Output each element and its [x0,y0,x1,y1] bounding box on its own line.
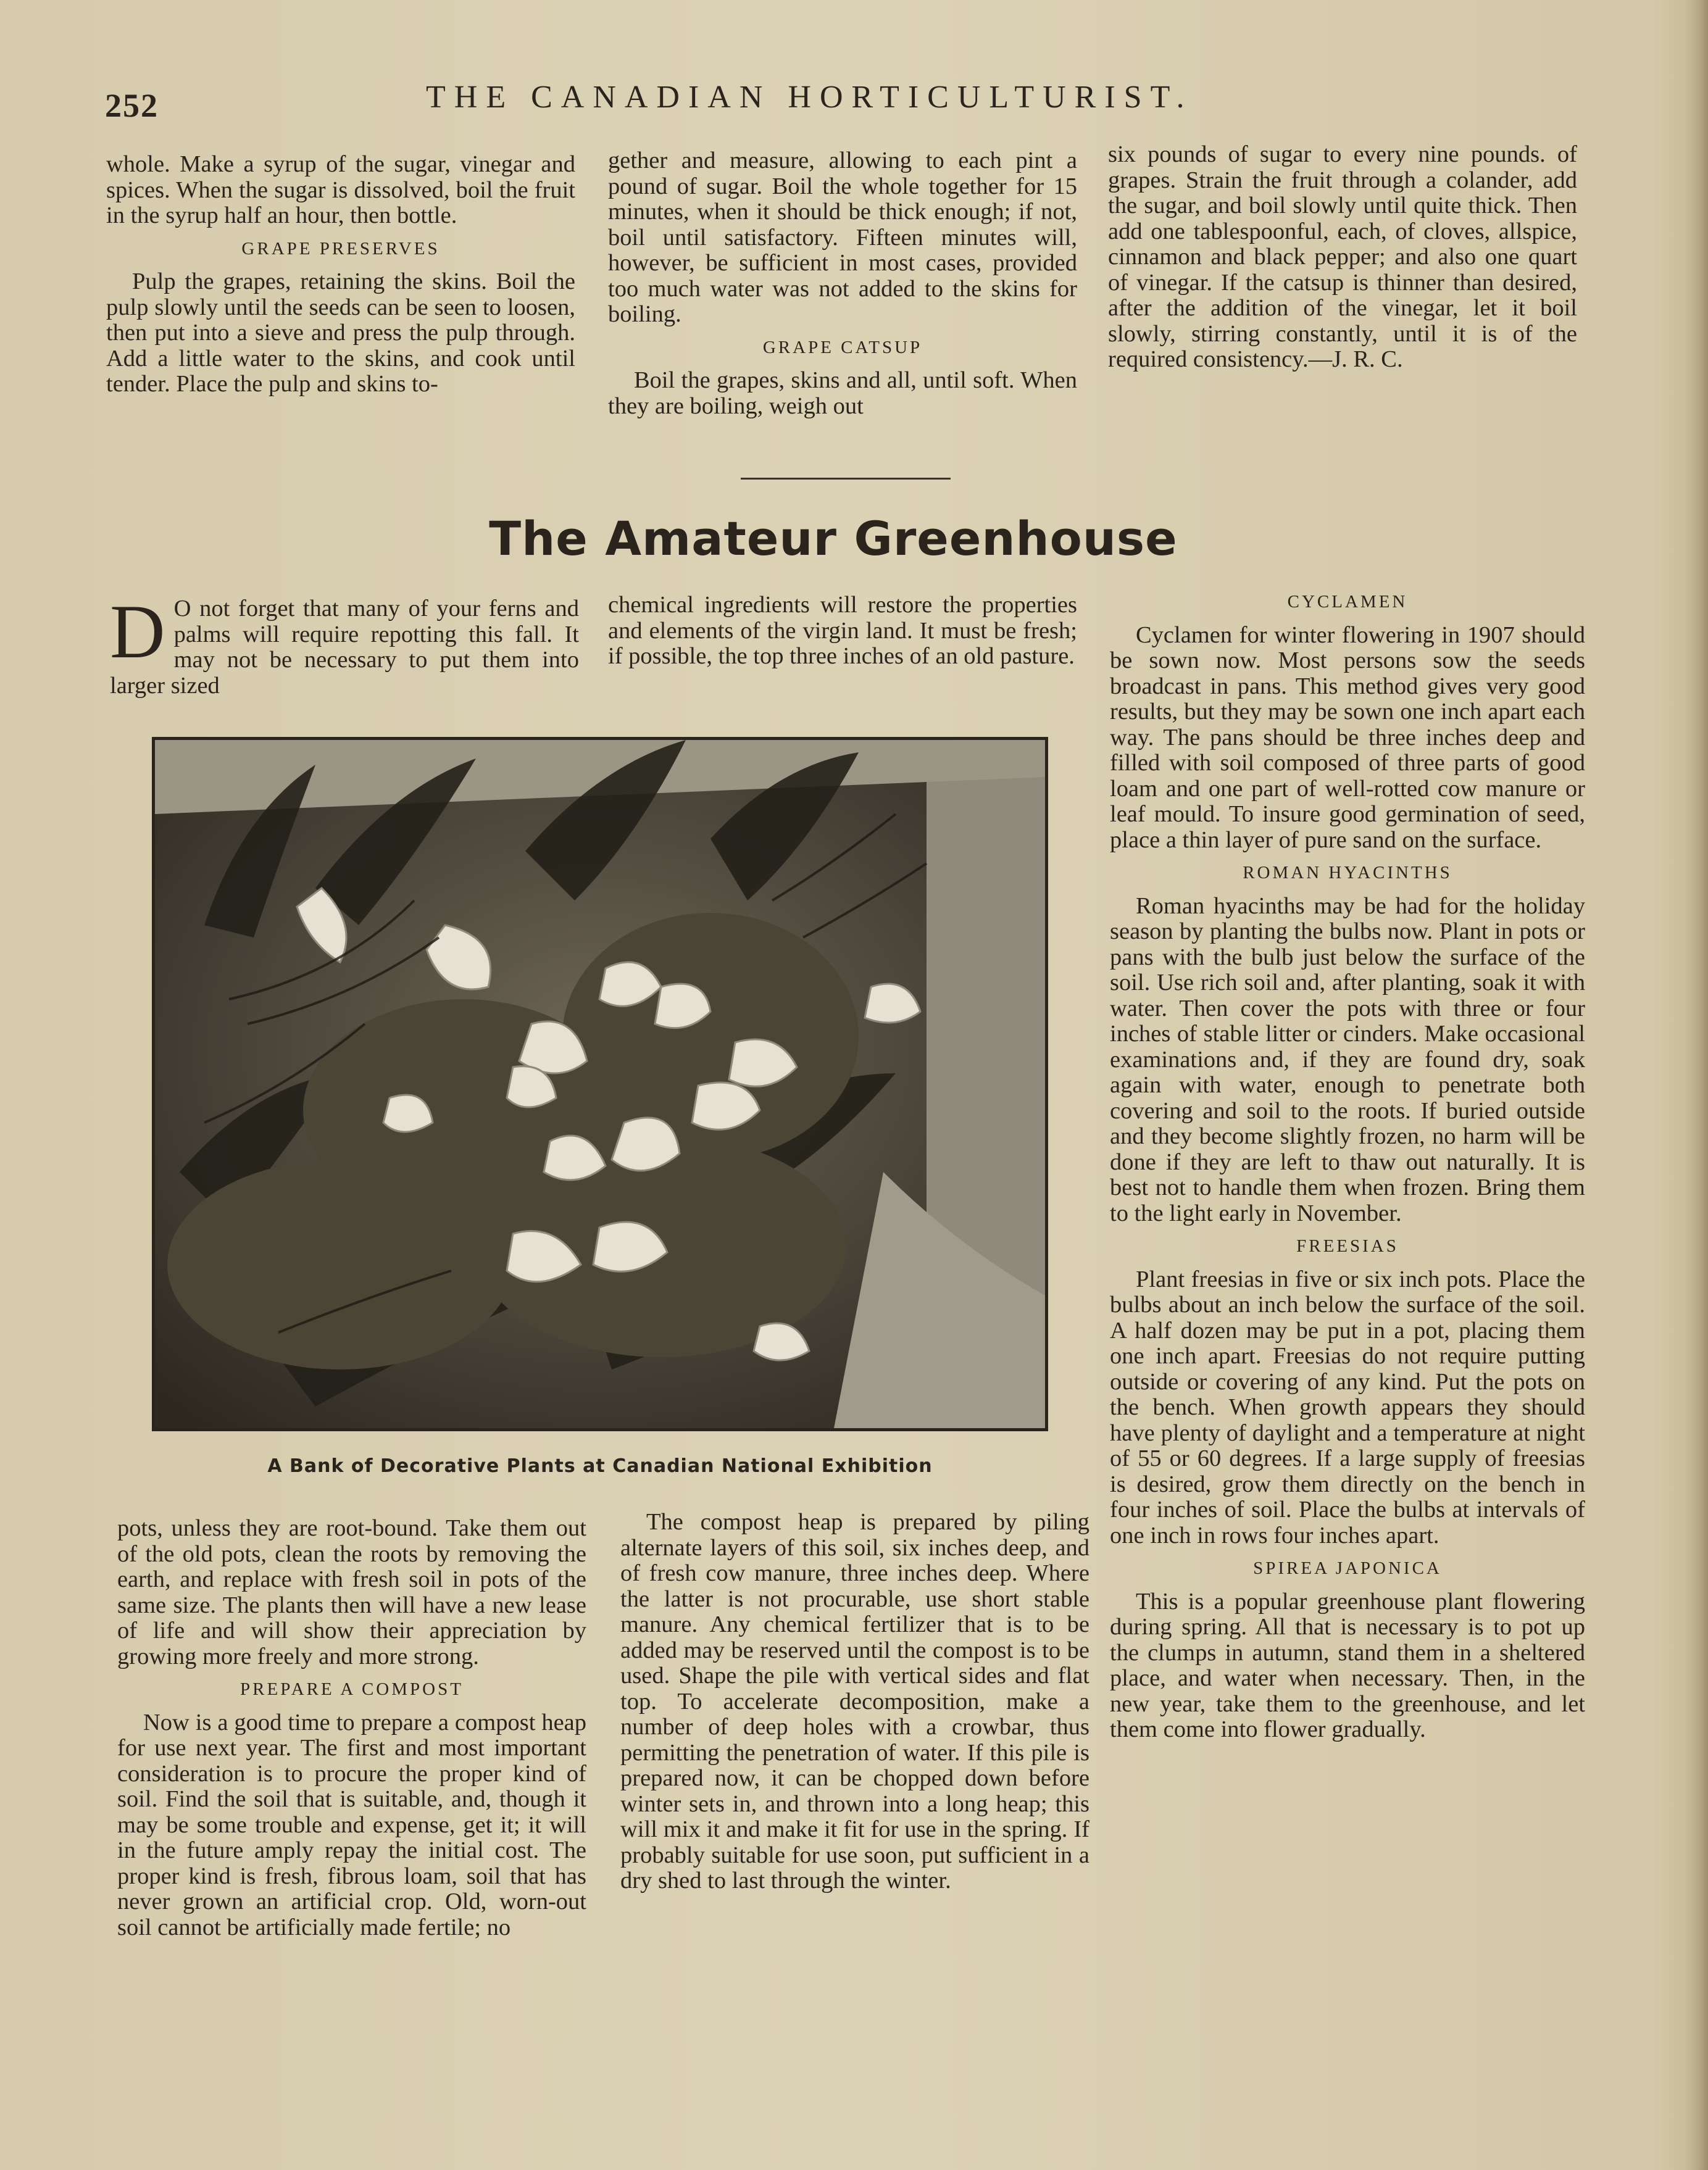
page-spine-shadow [1686,0,1708,2170]
lower-column-1 [117,1516,586,1940]
spirea-paragraph: This is a popular greenhouse plant flowering during spring. All that is necessary is to pot up the clumps in autumn, stand them in a sheltered place, and water when necessary. Then, in the new year, take them to the greenhouse, and let them come into flower gradually. [1110,1588,1585,1742]
intro-col1-text: O not forget that many of your ferns and palms will require repotting this fall. It may not be necessary to put them into larger sized [110,596,579,699]
subhead-grape-catsup: GRAPE CATSUP [762,337,923,357]
subhead-cyclamen: CYCLAMEN [1287,592,1408,612]
lower-col2-paragraph: The compost heap is prepared by piling alternate layers of this soil, six inches deep, and of fresh cow manure, three inches deep. Where the latter is not procurable, use short stable manure. Any chemical fertilizer that is to be added may be reserved until the compost is to be used. Shape the pile with vertical sides and flat top. To accelerate decomposition, make a number of deep holes with a crowbar, thus permitting the penetration of water. If this pile is prepared now, it can be chopped down before winter sets in, and thrown into a long heap; this will mix it and make it fit for use in the spring. If probably suitable for use soon, put sufficient in a dry shed to last through the winter. [620,1509,1089,1894]
top-col3-paragraph: six pounds of sugar to every nine pounds. of grapes. Strain the fruit through a colander, add the sugar, and boil slowly until quite thick. Then add one tablespoonful, each, of cloves, allspice, cinnamon and black pepper; and also one quart of vinegar. If the catsup is thinner than desired, after the addition of the vinegar, let it boil slowly, stirring constantly, until it is of the required consistency.—J. R. C. [1108,141,1577,372]
subhead-freesias: FREESIAS [1296,1236,1399,1256]
hyacinths-paragraph: Roman hyacinths may be had for the holiday season by planting the bulbs now. Plant in pots or pans with the bulb just below the surface of the soil. Use rich soil and, after planting, soak it with water. Then cover the pots with three or four inches of stable litter or cinders. Make occasional examinations and, if they are found dry, soak again with water, enough to penetrate both covering and soil to the roots. If buried outside and they become slightly frozen, no harm will be done if they are left to thaw out naturally. It is best not to handle them when frozen. Bring them to the light early in November. [1110,892,1585,1226]
plant-bank-image [155,740,1045,1428]
intro-paragraph [110,589,579,699]
lower-col1-paragraph: pots, unless they are root-bound. Take them out of the old pots, clean the roots by removing the earth, and replace with fresh soil in pots of the same size. The plants then will have a new lease of life and will show their appreciation by growing more freely and more strong. [117,1515,586,1669]
drop-cap: D [110,589,165,674]
intro-col2-text: chemical ingredients will restore the properties and elements of the virgin land. It must be fresh; if possible, the top three inches of an old pasture. [608,592,1077,669]
intro-column-2 [608,592,1077,670]
page-header [105,74,1605,123]
top-col1-paragraph: whole. Make a syrup of the sugar, vinegar and spices. When the sugar is dissolved, boil the fruit in the syrup half an hour, then bottle. [106,151,575,228]
top-col2-paragraph-2: Boil the grapes, skins and all, until soft. When they are boiling, weigh out [608,367,1077,419]
running-title: THE CANADIAN HORTICULTURIST. [426,80,1193,115]
lower-column-2 [620,1510,1089,1894]
cyclamen-paragraph: Cyclamen for winter flowering in 1907 should be sown now. Most persons sow the seeds broadcast in pans. This method gives very good results, but they may be sown one inch apart each way. The pans should be three inches deep and filled with soil composed of three parts of good loam and one part of well-rotted cow manure or leaf mould. To insure good germination of seed, place a thin layer of pure sand on the surface. [1110,621,1585,853]
photo-caption: A Bank of Decorative Plants at Canadian National Exhibition [267,1455,933,1477]
intro-column-1 [110,589,579,699]
lower-col1-paragraph-2: Now is a good time to prepare a compost heap for use next year. The first and most important consideration is to procure the proper kind of soil. Find the soil that is suitable, and, though it may be some trouble and expense, get it; it will in the future amply repay the initial cost. The proper kind is fresh, fibrous loam, soil that has never grown an artificial crop. Old, worn-out soil cannot be artificially made fertile; no [117,1709,586,1940]
top-col1-paragraph-2: Pulp the grapes, retaining the skins. Boil the pulp slowly until the seeds can be seen to loosen, then put into a sieve and press the pulp through. Add a little water to the skins, and cook until tender. Place the pulp and skins to- [106,268,575,397]
freesias-paragraph: Plant freesias in five or six inch pots. Place the bulbs about an inch below the surface of the soil. A half dozen may be put in a pot, placing them one inch apart. Freesias do not require putting outside or covering of any kind. Put the pots on the bench. When growth appears they should have plenty of daylight and a temperature at night of 55 or 60 degrees. If a large supply of freesias is desired, grow them directly on the bench in four inches of soil. Place the bulbs at intervals of one inch in rows four inches apart. [1110,1266,1585,1549]
section-divider [741,478,951,480]
top-column-3 [1108,142,1577,373]
top-col2-paragraph: gether and measure, allowing to each pint a pound of sugar. Boil the whole together for 15 minutes, when it should be thick enough; if not, boil until satisfactory. Fifteen minutes will, however, be sufficient in most cases, provided too much water was not added to the skins for boiling. [608,148,1077,327]
top-column-2 [608,148,1077,419]
subhead-spirea-japonica: SPIREA JAPONICA [1253,1558,1442,1578]
greenhouse-photograph [152,737,1048,1431]
page-number: 252 [105,87,159,124]
right-column [1110,589,1585,1743]
subhead-roman-hyacinths: ROMAN HYACINTHS [1243,863,1452,883]
top-column-1 [106,152,575,397]
article-title: The Amateur Greenhouse [489,511,1178,566]
subhead-prepare-compost: PREPARE A COMPOST [240,1679,464,1699]
subhead-grape-preserves: GRAPE PRESERVES [241,238,440,259]
